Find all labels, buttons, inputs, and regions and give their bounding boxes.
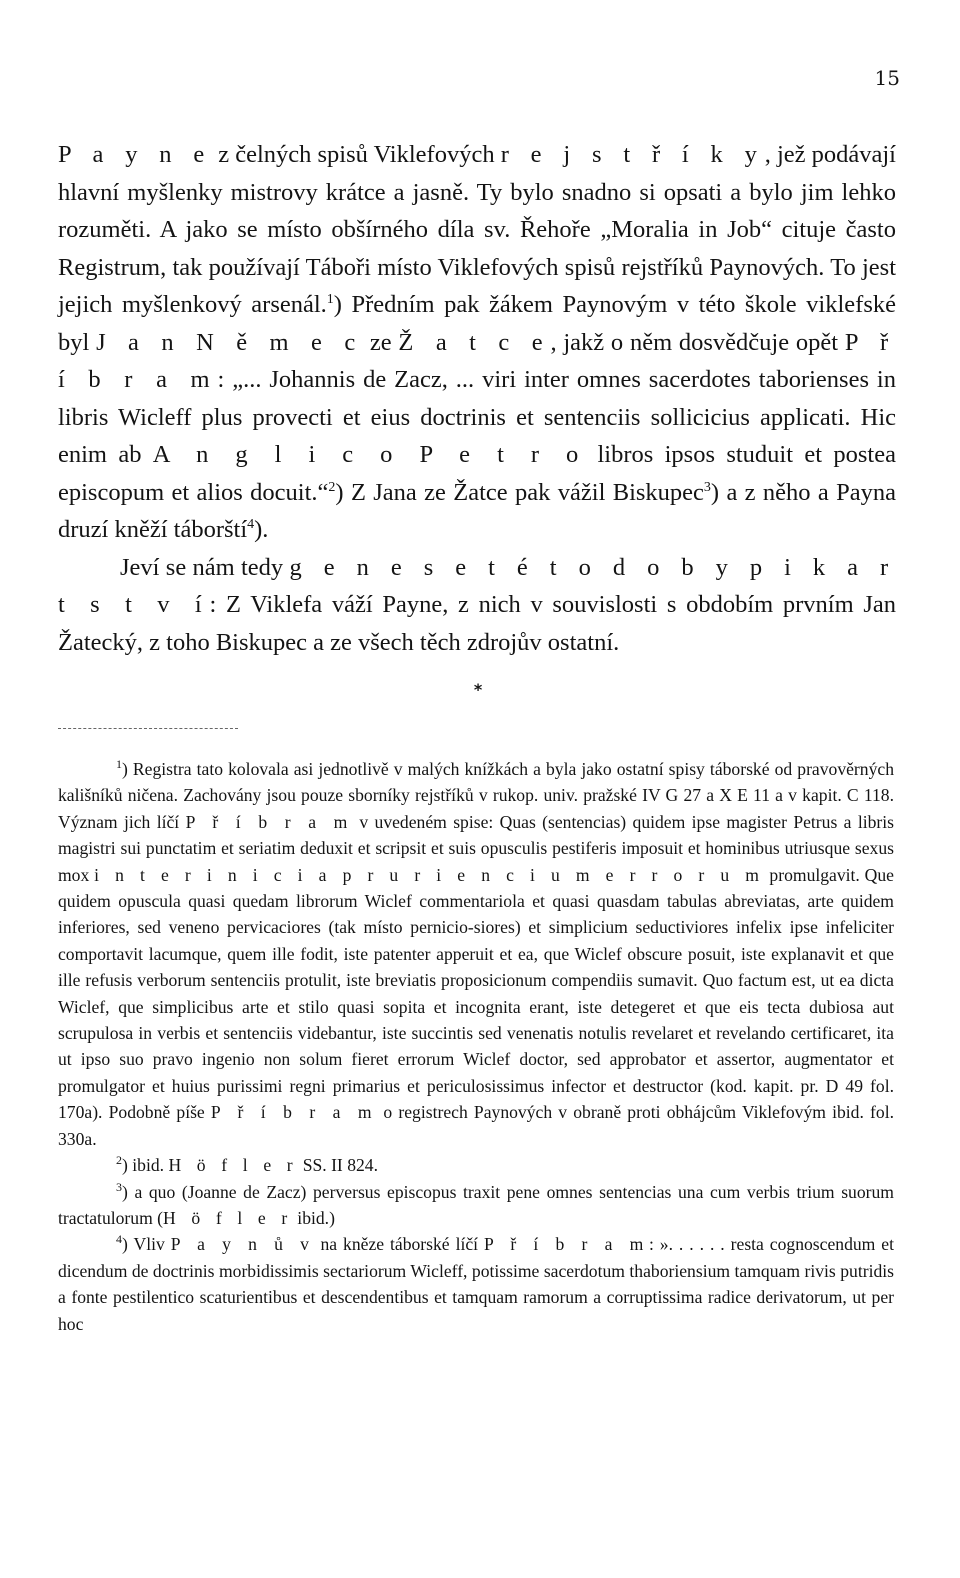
spaced-name-payne: P a y n e	[58, 141, 213, 168]
spaced-name: P a y n ů v	[170, 1234, 315, 1255]
text-run: ) Z Jana ze Žatce pak vážil Biskupec	[335, 478, 704, 506]
text-run: , jež podávají hlavní myšlenky mistrovy krátce a jasně. Ty bylo snadno si opsati a bylo jim lehko rozuměti. A jako se místo obšírného díla sv. Řehoře „Moralia in Job“ cituje často Registrum, tak používají Táboři místo Viklefových spisů rejstříků Paynových. To jest jejich myšlenkový arsenál.	[58, 141, 896, 318]
text-run: ) Registra tato kolovala asi jednotlivě v malých knížkách a byla jako ostatní spisy táborské od pravověrných kališníků ničena. Zachovány jsou pouze sborníky rejstříků v rukop. univ. pražské IV G 27 a X E 11 a v kapit. C 118. Význam jich líčí	[58, 759, 894, 832]
footnote-3	[58, 1179, 894, 1232]
text-run: : „... Johannis de Zacz, ... viri inter omnes sacerdotes taborienses in libris Wicleff plus provecti et eius doctrinis et sentenciis sollicicius applicati. Hic enim ab	[58, 366, 896, 468]
text-run: : ». . . . . . resta cognoscendum et dicendum de doctrinis morbidissimis sectariorum Wicleff, potissime sacerdotum thaboriensium tamquam rivis putridis a fonte pestilentico scaturientibus et descendentibus et tamquam ramorum a corruptissima radice derivatorum, ut per hoc	[58, 1234, 894, 1334]
text-run: ) a quo (Joanne de Zacz) perversus episcopus traxit pene omnes sentencias una cum verbis trium suorum tractatulorum (	[58, 1181, 894, 1228]
spaced-phrase: i n t e r i n i c i a p r u r i e n c i u m e r r o r u m	[94, 864, 765, 885]
main-text	[58, 136, 896, 661]
text-run: Jeví se nám tedy	[120, 553, 290, 581]
paragraph-1	[58, 136, 896, 549]
spaced-name: H ö f l e r	[163, 1207, 293, 1228]
text-run: v uvedeném spise: Quas (sentencias) quidem ipse magister Petrus a libris magistri sui punctatim et seriatim deduxit et scripsit et suis opusculis pestiferis imposuit et hominibus utriusque sexus mox	[58, 811, 895, 885]
spaced-name: P ř í b r a m	[210, 1102, 378, 1123]
text-run: o registrech Paynových v obraně proti obhájcům Viklefovým ibid. fol. 330a.	[58, 1102, 894, 1149]
text-run: ).	[254, 516, 269, 543]
footnote-ref-4: 4	[247, 516, 255, 532]
spaced-term-geneze: g e n e s e t é t o d o b y p i k a r t s t v í	[58, 553, 896, 618]
footnote-mark: 3	[116, 1179, 122, 1194]
section-separator-star: *	[473, 680, 483, 699]
footnote-4	[58, 1231, 894, 1337]
text-run: libros ipsos studuit et postea episcopum et alios docuit.“	[58, 441, 896, 506]
footnote-1	[58, 756, 894, 1152]
text-run: ibid.)	[292, 1207, 335, 1228]
text-run: , jakž o něm dosvědčuje opět	[550, 328, 845, 356]
footnote-ref-2: 2	[328, 479, 336, 495]
text-run: ) a z něho a Payna druzí kněží táborští	[58, 478, 897, 543]
spaced-name: H ö f l e r	[168, 1155, 299, 1176]
footnote-ref-3: 3	[703, 479, 711, 495]
spaced-name-anglico-petro: A n g l i c o P e t r o	[152, 441, 587, 468]
text-run: ) Předním pak žákem Paynovým v této škole viklefské byl	[58, 291, 896, 356]
text-run: ) ibid.	[122, 1155, 169, 1176]
paragraph-2	[58, 549, 896, 662]
text-run: ) Vliv	[122, 1234, 171, 1255]
spaced-name-jan-nemec: J a n N ě m e c	[96, 328, 364, 356]
spaced-name-zatec: Ž a t c e	[398, 328, 551, 356]
footnote-mark: 4	[116, 1232, 122, 1247]
page-number: 15	[874, 66, 900, 90]
footnote-2	[58, 1152, 894, 1178]
spaced-name-pribram: P ř í b r a m	[58, 328, 896, 393]
text-run: SS. II 824.	[298, 1155, 378, 1176]
footnote-mark: 2	[116, 1153, 122, 1168]
spaced-name: P ř í b r a m	[484, 1234, 649, 1255]
footnote-ref-1: 1	[326, 291, 334, 307]
text-run: na kněze táborské líčí	[314, 1234, 484, 1255]
spaced-term-rejstriky: r e j s t ř í k y	[500, 141, 765, 168]
text-run: promulgavit. Que quidem opuscula quasi quedam librorum Wiclef commentariola et quasi quasdam tabulas abreviatas, arte quidem inferiores, sed veneno pervicaciores (tak místo pernicio-siores) et simplicium seductiviores infelix ipse infeliciter comportavit lacumque, quem ille fodit, iste patenter apperuit et ea, que Wiclef obscure posuit, iste explanavit et que ille refusis verborum sentenciis protulit, iste breviatis proposicionum compendiis sumavit. Quo factum est, ut ea dicta Wiclef, que simplicibus arte et stilo quasi sopita et incognita erant, iste detegeret et que eis tecta dubiosa aut scrupulosa in verbis et sentenciis videbantur, iste succintis sed venenatis notulis revelaret et revelando certificaret, ita ut ipso suo pravo ingenio non solum fieret errorum Wiclef doctor, sed approbator et assertor, augmentator et promulgator et huius purissimi regni primarius et periculosissimus infector et destructor (kod. kapit. pr. D 49 fol. 170a). Podobně píše	[58, 864, 894, 1123]
footnote-mark: 1	[116, 757, 122, 772]
spaced-name: P ř í b r a m	[185, 811, 353, 832]
footnote-rule	[58, 728, 238, 729]
text-run: : Z Viklefa váží Payne, z nich v souvislosti s obdobím prvním Jan Žatecký, z toho Biskupec a ze všech těch zdrojův ostatní.	[58, 591, 897, 656]
footnotes	[58, 756, 894, 1337]
text-run: z čelných spisů Viklefových	[212, 141, 501, 168]
text-run: ze	[363, 328, 399, 356]
